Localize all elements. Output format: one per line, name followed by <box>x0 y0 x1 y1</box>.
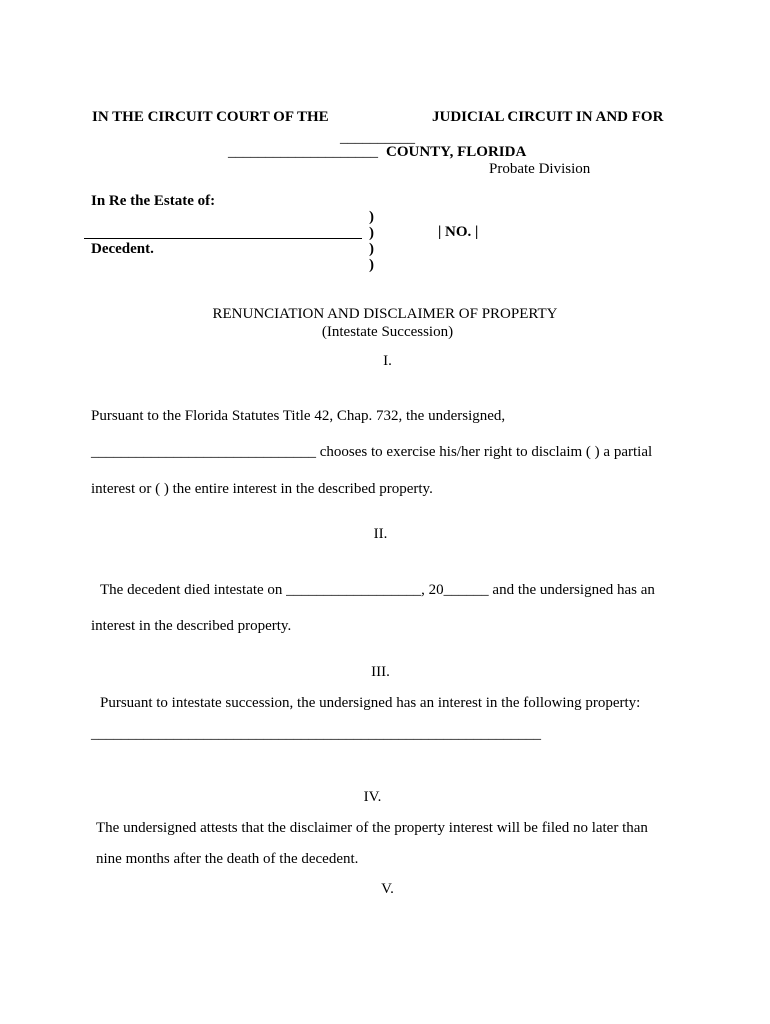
document-subtitle: (Intestate Succession) <box>321 324 454 340</box>
case-number-label: | NO. | <box>438 224 479 240</box>
property-description-blank[interactable]: ____________________________________________________________ <box>91 726 541 742</box>
circuit-number-blank[interactable]: __________ <box>340 130 415 146</box>
section-numeral: V. <box>381 881 394 897</box>
court-heading-right: JUDICIAL CIRCUIT IN AND FOR <box>432 109 664 125</box>
document-title: RENUNCIATION AND DISCLAIMER OF PROPERTY <box>212 306 558 322</box>
decedent-label: Decedent. <box>91 241 154 257</box>
section-text-line: ______________________________ chooses to exercise his/her right to disclaim ( ) a partial <box>91 444 653 460</box>
section-text-line: nine months after the death of the decedent. <box>96 851 359 867</box>
division-label: Probate Division <box>489 161 591 177</box>
section-numeral: III. <box>371 664 390 680</box>
caption-paren: ) <box>369 209 374 225</box>
court-heading-left: IN THE CIRCUIT COURT OF THE <box>92 109 329 125</box>
county-state-label: COUNTY, FLORIDA <box>386 144 527 160</box>
section-text-line: interest in the described property. <box>91 618 292 634</box>
section-text-line: Pursuant to the Florida Statutes Title 42, Chap. 732, the undersigned, <box>91 408 506 424</box>
section-text-line: Pursuant to intestate succession, the undersigned has an interest in the following property: <box>100 695 641 711</box>
estate-caption-label: In Re the Estate of: <box>91 193 216 209</box>
caption-paren: ) <box>369 257 374 273</box>
estate-name-blank[interactable] <box>84 238 362 239</box>
county-name-blank[interactable]: ____________________ <box>228 144 378 160</box>
section-numeral: II. <box>373 526 388 542</box>
case-number-field[interactable] <box>438 223 478 241</box>
caption-paren: ) <box>369 225 374 241</box>
section-text-line: The decedent died intestate on __________________, 20______ and the undersigned has an <box>100 582 655 598</box>
section-numeral: I. <box>383 353 392 369</box>
caption-paren: ) <box>369 241 374 257</box>
section-text-line: The undersigned attests that the disclaimer of the property interest will be filed no later than <box>96 820 648 836</box>
section-text-line: interest or ( ) the entire interest in the described property. <box>91 481 433 497</box>
section-numeral: IV. <box>363 789 382 805</box>
